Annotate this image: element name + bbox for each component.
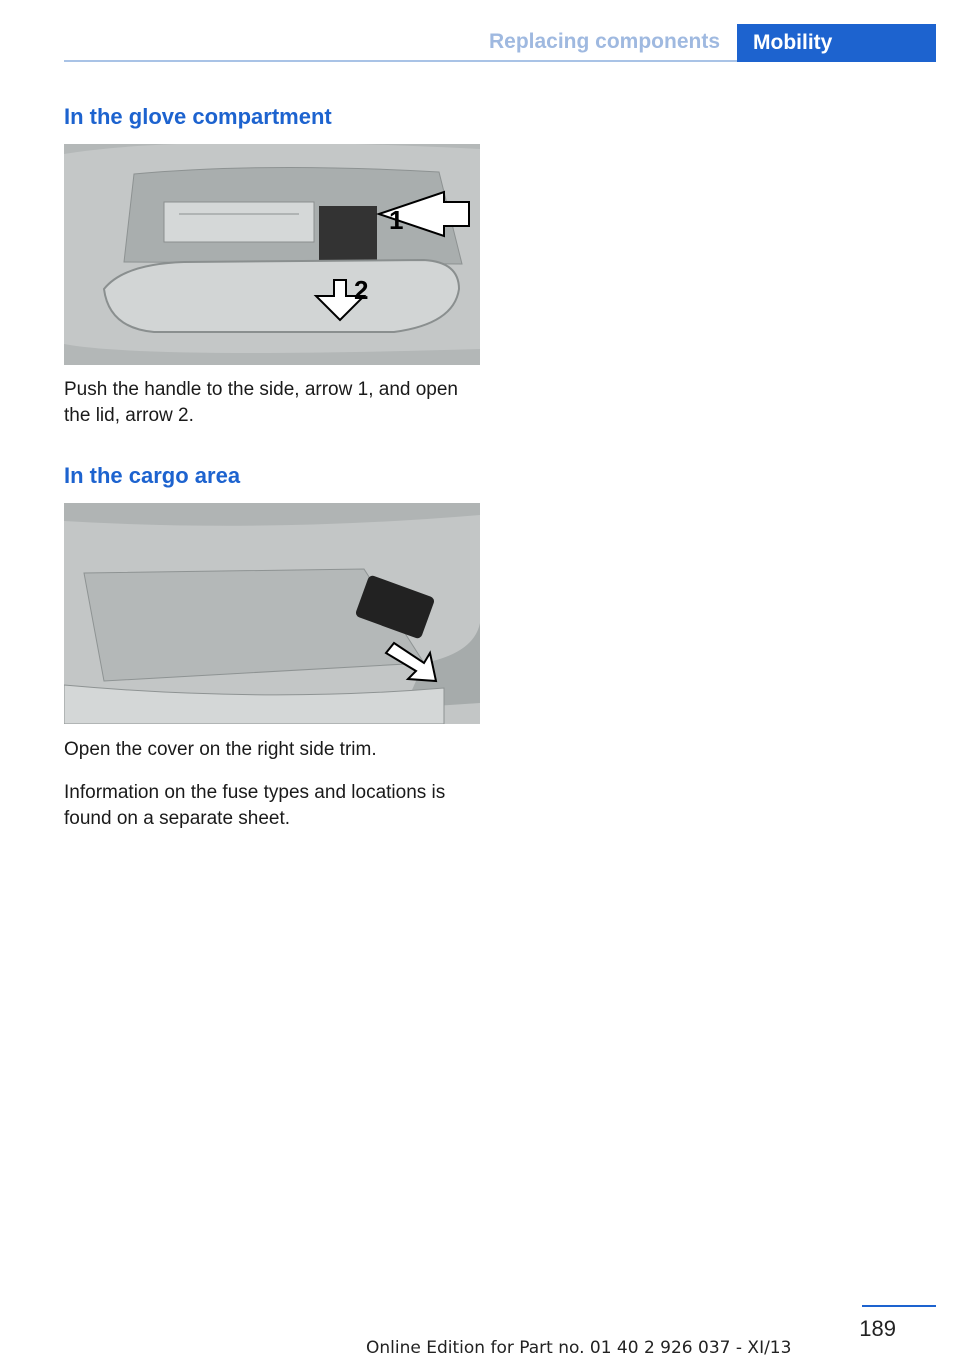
- page-number-rule: [862, 1305, 936, 1307]
- paragraph-fuse-info: Information on the fuse types and locations is found on a separate sheet.: [64, 782, 446, 829]
- header-chapter-tab: Mobility: [737, 24, 936, 62]
- header-section-title: Replacing components: [488, 30, 720, 53]
- figure-label-2: 2: [354, 275, 369, 305]
- paragraph-glove-instruction: Push the handle to the side, arrow 1, and open the lid, arrow 2.: [64, 379, 458, 426]
- footer-edition: Online Edition for Part no. 01 40 2 926 037 - XI/13: [366, 1338, 792, 1358]
- paragraph-cargo-instruction: Open the cover on the right side trim.: [64, 739, 377, 760]
- heading-cargo-area: In the cargo area: [64, 463, 241, 488]
- figure-glove-compartment: [64, 144, 480, 365]
- page-number: 189: [859, 1316, 896, 1341]
- heading-glove-compartment: In the glove compartment: [64, 104, 332, 129]
- figure-label-1: 1: [389, 205, 404, 235]
- figure-cargo-area: [64, 503, 480, 724]
